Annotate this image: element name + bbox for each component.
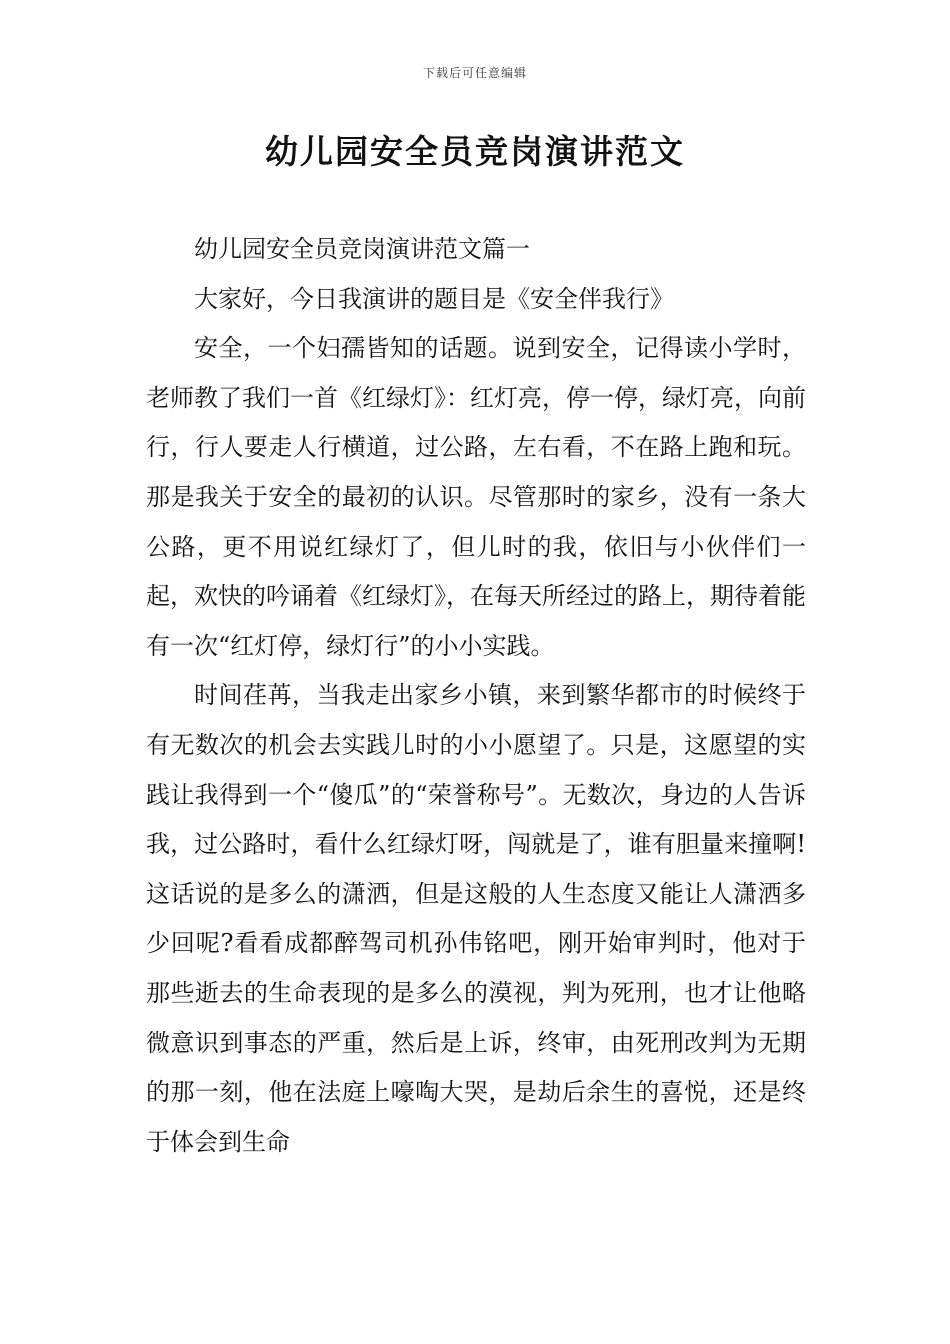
section-heading: 幼儿园安全员竞岗演讲范文篇一 bbox=[194, 235, 530, 263]
greeting-paragraph: 大家好，今日我演讲的题目是《安全伴我行》 bbox=[194, 284, 674, 313]
body-paragraph: 安全，一个妇孺皆知的话题。说到安全，记得读小学时，老师教了我们一首《红绿灯》：红灯亮，停一停，绿灯亮，向前行，行人要走人行横道，过公路，左右看，不在路上跑和玩。那是我关于安全的最初的认识。尽管那时的家乡，没有一条大公路，更不用说红绿灯了，但儿时的我，依旧与小伙伴们一起，欢快的吟诵着《红绿灯》，在每天所经过的路上，期待着能有一次“红灯停，绿灯行”的小小实践。 bbox=[146, 334, 806, 660]
document-body bbox=[146, 225, 806, 1167]
body-paragraph: 时间荏苒，当我走出家乡小镇，来到繁华都市的时候终于有无数次的机会去实践儿时的小小愿望了。只是，这愿望的实践让我得到一个“傻瓜”的“荣誉称号”。无数次，身边的人告诉我，过公路时，看什么红绿灯呀，闯就是了，谁有胆量来撞啊!这话说的是多么的潇洒，但是这般的人生态度又能让人潇洒多少回呢?看看成都醉驾司机孙伟铭吧，刚开始审判时，他对于那些逝去的生命表现的是多么的漠视，判为死刑，也才让他略微意识到事态的严重，然后是上诉，终审，由死刑改判为无期的那一刻，他在法庭上嚎啕大哭，是劫后余生的喜悦，还是终于体会到生命 bbox=[146, 681, 806, 1156]
header-note: 下载后可任意编辑 bbox=[422, 66, 527, 80]
document-title: 幼儿园安全员竞岗演讲范文 bbox=[265, 132, 685, 171]
